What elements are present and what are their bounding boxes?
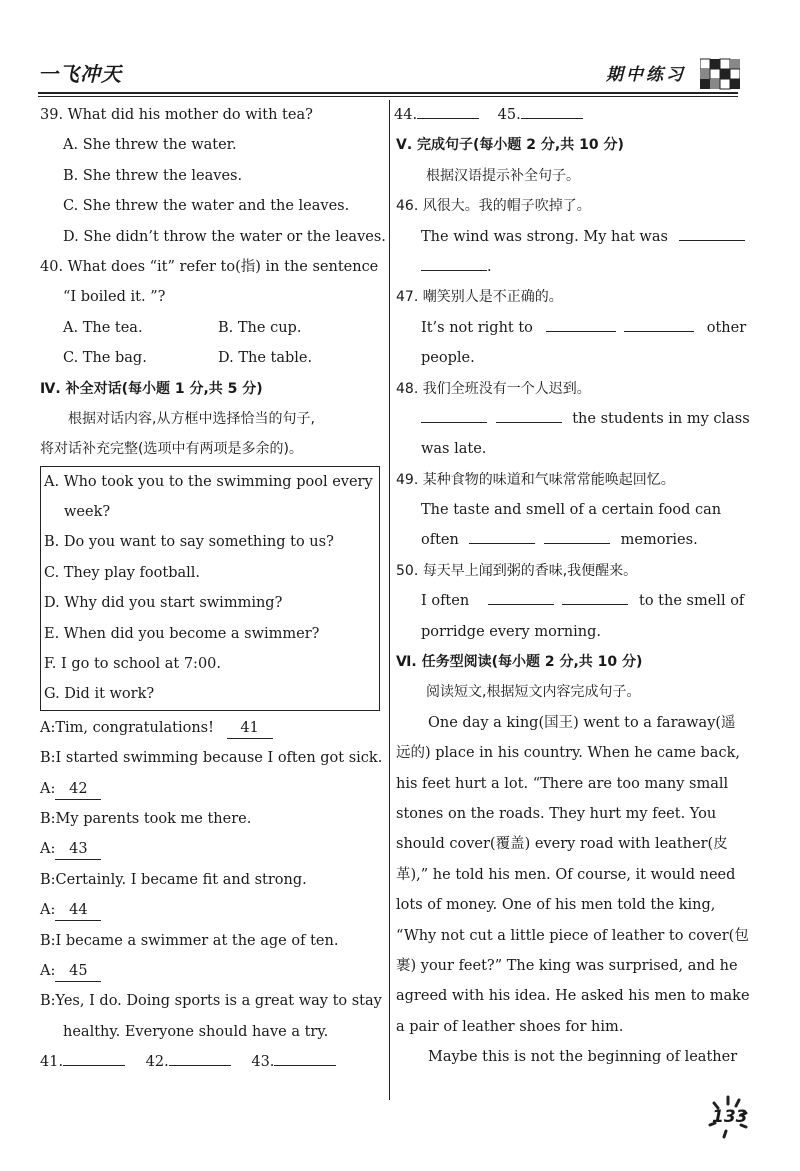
q40-options-row2 bbox=[58, 343, 380, 373]
q49-english-line2 bbox=[396, 525, 742, 555]
header-rule-thin bbox=[38, 96, 738, 97]
brand-logo-text: 一飞冲天 bbox=[38, 62, 122, 86]
q50-english-text-end: to the smell of bbox=[639, 593, 745, 610]
box-option-c: C. They play football. bbox=[44, 564, 201, 581]
q50-blank-1[interactable] bbox=[488, 586, 554, 605]
dialog-line-1 bbox=[40, 713, 380, 743]
box-option-f: F. I go to school at 7:00. bbox=[44, 656, 222, 673]
blank-42[interactable]: 42 bbox=[55, 779, 101, 800]
q50-english-line1 bbox=[396, 586, 745, 616]
column-divider bbox=[389, 100, 390, 1100]
answer-label-42: 42. bbox=[145, 1054, 169, 1071]
q40-stem-line2: “I boiled it. ”? bbox=[63, 289, 166, 306]
dialog-line-2: B:I started swimming because I often got sick. bbox=[40, 750, 383, 767]
q46-english-text: The wind was strong. My hat was bbox=[421, 228, 668, 245]
q39-option-d: D. She didn’t throw the water or the leaves. bbox=[63, 228, 386, 245]
q40-option-a: A. The tea. bbox=[63, 319, 143, 336]
section-4-instruction-1: 根据对话内容,从方框中选择恰当的句子, bbox=[68, 410, 315, 427]
q46-period: . bbox=[487, 258, 492, 275]
q49-chinese: 49. 某种食物的味道和气味常常能唤起回忆。 bbox=[396, 471, 675, 488]
q48-english-line1 bbox=[396, 404, 750, 434]
q49-english-text-end: memories. bbox=[620, 532, 698, 549]
q39-option-b: B. She threw the leaves. bbox=[63, 167, 243, 184]
q46-chinese: 46. 风很大。我的帽子吹掉了。 bbox=[396, 198, 591, 215]
q50-english-text: I often bbox=[421, 593, 470, 610]
box-option-e: E. When did you become a swimmer? bbox=[44, 625, 320, 642]
dialog-line-5 bbox=[40, 834, 380, 864]
box-option-g: G. Did it work? bbox=[44, 686, 155, 703]
passage-line: agreed with his idea. He asked his men to make bbox=[396, 988, 750, 1005]
q39-option-c: C. She threw the water and the leaves. bbox=[63, 198, 350, 215]
dialog-line-8: B:I became a swimmer at the age of ten. bbox=[40, 932, 339, 949]
answer-blank-43[interactable] bbox=[274, 1047, 336, 1066]
dialog-line-11: healthy. Everyone should have a try. bbox=[63, 1023, 329, 1040]
blank-43[interactable]: 43 bbox=[55, 839, 101, 860]
blank-41[interactable]: 41 bbox=[227, 718, 273, 739]
q48-blank-1[interactable] bbox=[421, 404, 487, 423]
dialog-line-4: B:My parents took me there. bbox=[40, 810, 252, 827]
section-6-title: Ⅵ. 任务型阅读(每小题 2 分,共 10 分) bbox=[396, 654, 643, 671]
dialog-line-9 bbox=[40, 956, 380, 986]
q48-english-line2: was late. bbox=[421, 441, 487, 458]
q46-english-line2 bbox=[396, 252, 742, 282]
section-5-title: Ⅴ. 完成句子(每小题 2 分,共 10 分) bbox=[396, 137, 624, 154]
q50-chinese: 50. 每天早上闻到粥的香味,我便醒来。 bbox=[396, 562, 638, 579]
q48-chinese: 48. 我们全班没有一个人迟到。 bbox=[396, 380, 591, 397]
q48-english-text: the students in my class bbox=[572, 410, 750, 427]
q50-english-line2: porridge every morning. bbox=[421, 623, 601, 640]
answer-blank-44[interactable] bbox=[417, 100, 479, 119]
answer-label-45: 45. bbox=[497, 107, 521, 123]
dialog-speaker: A: bbox=[40, 902, 56, 919]
section-title: 期中练习 bbox=[606, 65, 686, 85]
passage-line: Maybe this is not the beginning of leather bbox=[428, 1049, 738, 1066]
left-column bbox=[40, 100, 386, 1078]
answer-label-44: 44. bbox=[394, 107, 418, 123]
q46-english-line1 bbox=[396, 222, 742, 252]
q50-blank-2[interactable] bbox=[562, 586, 628, 605]
q39-stem: 39. What did his mother do with tea? bbox=[40, 107, 313, 123]
passage-line: 革),” he told his men. Of course, it would need bbox=[396, 866, 736, 883]
passage-line: One day a king(国王) went to a faraway(遥 bbox=[428, 714, 736, 731]
section-4-instruction-2: 将对话补充完整(选项中有两项是多余的)。 bbox=[40, 441, 303, 458]
box-option-a: A. Who took you to the swimming pool every bbox=[44, 473, 373, 490]
q40-options-row1 bbox=[58, 313, 380, 343]
right-column bbox=[394, 100, 750, 1073]
answer-blank-45[interactable] bbox=[521, 100, 583, 119]
q49-blank-1[interactable] bbox=[469, 525, 535, 544]
q49-blank-2[interactable] bbox=[544, 525, 610, 544]
q47-english-text-end: other bbox=[706, 319, 747, 336]
dialog-speaker: A: bbox=[40, 962, 56, 979]
answer-blank-41[interactable] bbox=[63, 1047, 125, 1066]
section-6-instruction: 阅读短文,根据短文内容完成句子。 bbox=[426, 684, 641, 701]
passage-line: 远的) place in his country. When he came back, bbox=[396, 745, 740, 762]
page-number-text: 133 bbox=[712, 1107, 748, 1127]
answer-label-41: 41. bbox=[40, 1054, 64, 1071]
section-4-title: Ⅳ. 补全对话(每小题 1 分,共 5 分) bbox=[40, 380, 263, 397]
q48-blank-2[interactable] bbox=[496, 404, 562, 423]
q40-stem-line1: 40. What does “it” refer to(指) in the sentence bbox=[40, 258, 379, 275]
passage-line: a pair of leather shoes for him. bbox=[396, 1018, 624, 1035]
passage-line: stones on the roads. They hurt my feet. You bbox=[396, 805, 717, 822]
section-5-instruction: 根据汉语提示补全句子。 bbox=[426, 167, 580, 184]
q47-blank-2[interactable] bbox=[624, 313, 694, 332]
box-option-b: B. Do you want to say something to us? bbox=[44, 534, 334, 551]
checker-decoration-icon bbox=[700, 57, 740, 93]
passage-line: lots of money. One of his men told the king, bbox=[396, 897, 716, 914]
q47-english-line2: people. bbox=[421, 350, 475, 367]
page-number bbox=[706, 1095, 750, 1139]
dialog-speaker: A: bbox=[40, 780, 56, 797]
q47-blank-1[interactable] bbox=[546, 313, 616, 332]
box-option-d: D. Why did you start swimming? bbox=[44, 595, 283, 612]
dialog-line-6: B:Certainly. I became fit and strong. bbox=[40, 871, 307, 888]
blank-45[interactable]: 45 bbox=[55, 961, 101, 982]
passage-line: 裹) your feet?” The king was surprised, and he bbox=[396, 957, 738, 974]
dialog-line-7 bbox=[40, 895, 380, 925]
options-box bbox=[40, 466, 380, 711]
answer-blank-42[interactable] bbox=[169, 1047, 231, 1066]
q47-english-line1 bbox=[396, 313, 747, 343]
page-header bbox=[0, 0, 800, 100]
passage-line: “Why not cut a little piece of leather to cover(包 bbox=[396, 927, 749, 944]
answer-row-41-43 bbox=[40, 1047, 380, 1077]
q46-blank-2[interactable] bbox=[421, 252, 487, 271]
passage-line: should cover(覆盖) every road with leather(皮 bbox=[396, 836, 728, 853]
q40-option-b: B. The cup. bbox=[218, 319, 302, 336]
dialog-line-3 bbox=[40, 774, 380, 804]
q49-english-text: often bbox=[421, 532, 459, 549]
passage-line: his feet hurt a lot. “There are too many small bbox=[396, 775, 729, 792]
q46-blank-1[interactable] bbox=[679, 222, 745, 241]
q47-english-text: It’s not right to bbox=[421, 319, 533, 336]
q40-option-c: C. The bag. bbox=[63, 350, 147, 367]
answer-label-43: 43. bbox=[251, 1054, 275, 1071]
dialog-line-10: B:Yes, I do. Doing sports is a great way to stay bbox=[40, 993, 382, 1010]
q39-option-a: A. She threw the water. bbox=[63, 137, 237, 154]
q40-option-d: D. The table. bbox=[218, 350, 313, 367]
q49-english-line1: The taste and smell of a certain food can bbox=[421, 502, 722, 519]
answer-row-44-45 bbox=[394, 100, 742, 130]
dialog-speaker: A: bbox=[40, 841, 56, 858]
header-rule bbox=[38, 92, 738, 94]
blank-44[interactable]: 44 bbox=[55, 900, 101, 921]
dialog-text: A:Tim, congratulations! bbox=[40, 719, 214, 736]
q47-chinese: 47. 嘲笑别人是不正确的。 bbox=[396, 289, 563, 306]
box-option-a-cont: week? bbox=[64, 504, 111, 521]
